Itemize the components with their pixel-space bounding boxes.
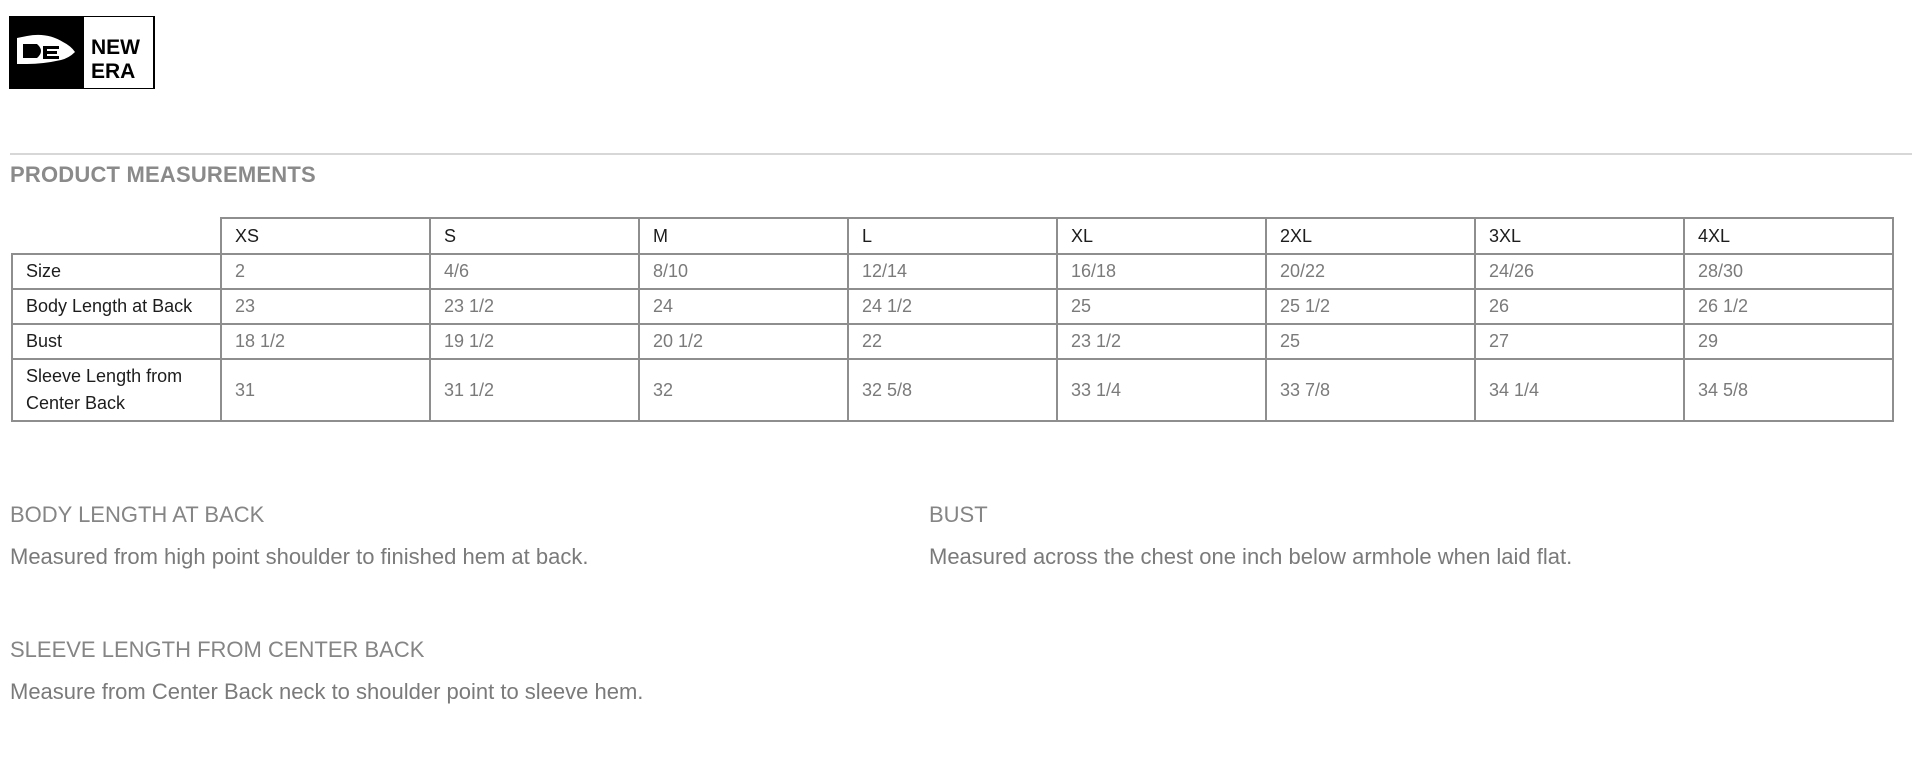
measurement-cell: 27 bbox=[1475, 324, 1684, 359]
description-text: Measured from high point shoulder to finished hem at back. bbox=[10, 544, 589, 569]
row-label-cell: Bust bbox=[12, 324, 221, 359]
header-divider bbox=[10, 153, 1912, 155]
measurement-cell: 20 1/2 bbox=[639, 324, 848, 359]
row-label-cell: Body Length at Back bbox=[12, 289, 221, 324]
measurement-cell: 34 5/8 bbox=[1684, 359, 1893, 421]
measurement-cell: 16/18 bbox=[1057, 254, 1266, 289]
table-row bbox=[12, 289, 1893, 324]
description-text: Measured across the chest one inch below armhole when laid flat. bbox=[929, 544, 1573, 569]
measurement-cell: 26 bbox=[1475, 289, 1684, 324]
description-bust bbox=[929, 501, 1829, 571]
measurement-cell: 20/22 bbox=[1266, 254, 1475, 289]
measurement-cell: 22 bbox=[848, 324, 1057, 359]
measurement-cell: 23 1/2 bbox=[430, 289, 639, 324]
svg-text:ERA: ERA bbox=[91, 60, 136, 83]
measurement-cell: 23 bbox=[221, 289, 430, 324]
measurements-table bbox=[11, 217, 1894, 422]
measurement-cell: 24/26 bbox=[1475, 254, 1684, 289]
measurement-cell: 29 bbox=[1684, 324, 1893, 359]
measurement-cell: 24 1/2 bbox=[848, 289, 1057, 324]
size-header-cell: 3XL bbox=[1475, 218, 1684, 254]
measurement-cell: 33 7/8 bbox=[1266, 359, 1475, 421]
new-era-logo bbox=[9, 16, 156, 89]
measurement-cell: 33 1/4 bbox=[1057, 359, 1266, 421]
description-text: Measure from Center Back neck to shoulder point to sleeve hem. bbox=[10, 679, 644, 704]
measurement-cell: 18 1/2 bbox=[221, 324, 430, 359]
measurement-cell: 31 1/2 bbox=[430, 359, 639, 421]
corner-cell bbox=[12, 218, 221, 254]
measurement-cell: 23 1/2 bbox=[1057, 324, 1266, 359]
table-row bbox=[12, 324, 1893, 359]
measurement-cell: 24 bbox=[639, 289, 848, 324]
measurement-cell: 25 1/2 bbox=[1266, 289, 1475, 324]
measurement-cell: 2 bbox=[221, 254, 430, 289]
row-label-cell: Size bbox=[12, 254, 221, 289]
description-heading: BODY LENGTH AT BACK bbox=[10, 502, 265, 527]
description-sleeve-length bbox=[10, 636, 890, 706]
measurement-cell: 32 5/8 bbox=[848, 359, 1057, 421]
measurement-cell: 19 1/2 bbox=[430, 324, 639, 359]
size-header-cell: XL bbox=[1057, 218, 1266, 254]
measurement-cell: 32 bbox=[639, 359, 848, 421]
size-header-cell: 4XL bbox=[1684, 218, 1893, 254]
size-header-row bbox=[12, 218, 1893, 254]
measurement-cell: 4/6 bbox=[430, 254, 639, 289]
size-header-cell: 2XL bbox=[1266, 218, 1475, 254]
svg-text:NEW: NEW bbox=[91, 36, 140, 59]
measurement-cell: 12/14 bbox=[848, 254, 1057, 289]
table-row bbox=[12, 359, 1893, 421]
measurement-cell: 31 bbox=[221, 359, 430, 421]
description-heading: BUST bbox=[929, 502, 988, 527]
measurement-cell: 25 bbox=[1057, 289, 1266, 324]
measurement-cell: 34 1/4 bbox=[1475, 359, 1684, 421]
description-heading: SLEEVE LENGTH FROM CENTER BACK bbox=[10, 637, 425, 662]
row-label-cell: Sleeve Length from Center Back bbox=[12, 359, 221, 421]
size-header-cell: XS bbox=[221, 218, 430, 254]
description-body-length bbox=[10, 501, 890, 571]
measurement-cell: 26 1/2 bbox=[1684, 289, 1893, 324]
table-row bbox=[12, 254, 1893, 289]
measurement-cell: 8/10 bbox=[639, 254, 848, 289]
section-title: PRODUCT MEASUREMENTS bbox=[10, 162, 316, 187]
measurement-cell: 28/30 bbox=[1684, 254, 1893, 289]
size-header-cell: M bbox=[639, 218, 848, 254]
size-header-cell: S bbox=[430, 218, 639, 254]
measurement-cell: 25 bbox=[1266, 324, 1475, 359]
size-header-cell: L bbox=[848, 218, 1057, 254]
